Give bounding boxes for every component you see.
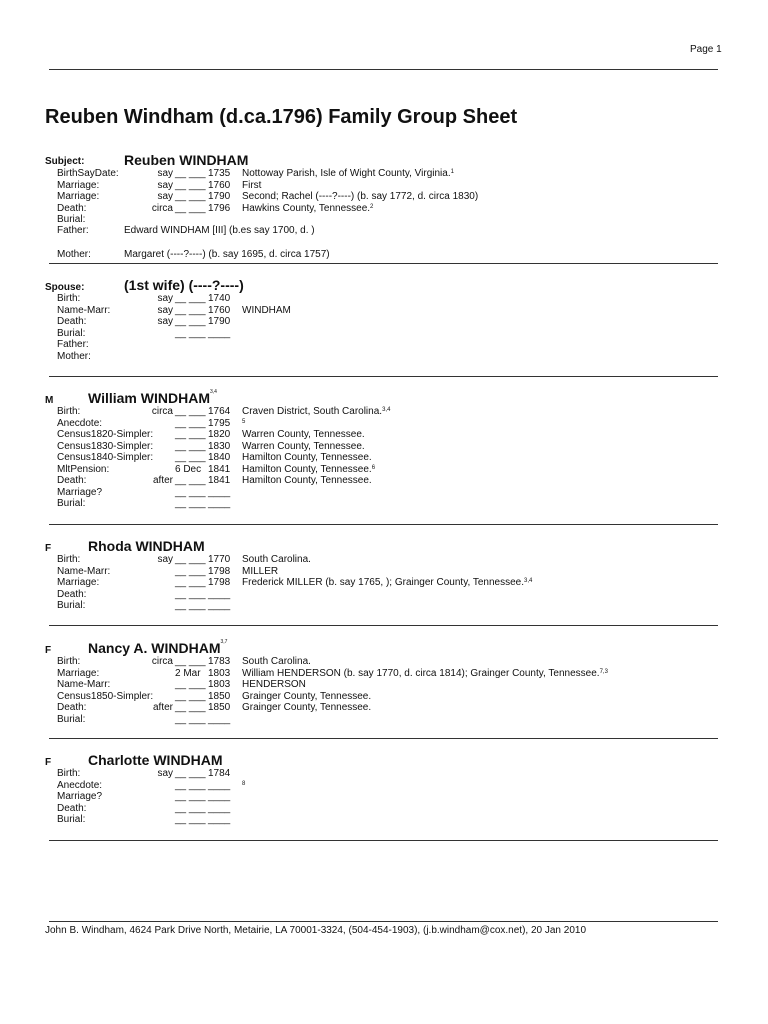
event-day-month: __ ___ (175, 791, 206, 802)
event-label: Marriage: (57, 191, 100, 202)
section-divider (49, 625, 718, 626)
event-label: Death: (57, 475, 87, 486)
event-place (242, 566, 278, 578)
subject-role-label: Subject: (45, 156, 85, 167)
event-label: Name-Marr: (57, 679, 111, 690)
event-label: Burial: (57, 814, 86, 825)
event-label: Census1850-Simpler: (57, 690, 154, 702)
event-label: Burial: (57, 600, 86, 611)
event-row (0, 351, 768, 363)
event-place-text: HENDERSON (242, 679, 306, 690)
event-year: 1830 (208, 440, 231, 452)
event-year: 1735 (208, 168, 231, 179)
event-year: 1841 (208, 463, 231, 475)
event-qualifier: circa (151, 406, 173, 417)
event-qualifier: say (157, 179, 173, 191)
child-name: Nancy A. WINDHAM$^{3,7}$ (88, 639, 228, 656)
event-row (0, 702, 768, 714)
event-place-text: Warren County, Tennessee. (242, 440, 365, 452)
event-year: 1740 (208, 293, 231, 304)
event-footnote: 7,3 (599, 668, 608, 675)
event-qualifier: say (157, 316, 173, 327)
event-day-month: __ ___ (175, 702, 206, 713)
event-year: 1850 (208, 702, 231, 713)
event-year: 1850 (208, 690, 231, 702)
event-year: ____ (208, 791, 231, 802)
event-place (242, 464, 375, 476)
event-label: Burial: (57, 498, 86, 509)
event-label: Name-Marr: (57, 565, 111, 577)
event-place (242, 203, 373, 215)
event-year: 1798 (208, 565, 231, 577)
event-row (0, 191, 768, 203)
section-divider (49, 263, 718, 264)
event-place (242, 441, 365, 453)
event-label: Mother: (57, 350, 91, 362)
event-place-text: Hamilton County, Tennessee. (242, 463, 372, 475)
event-place (242, 429, 365, 441)
event-day-month: __ ___ (175, 417, 206, 429)
event-day-month: __ ___ (175, 565, 206, 577)
event-label: Birth: (57, 656, 81, 667)
event-year: 1790 (208, 316, 231, 327)
event-label: Marriage? (57, 791, 103, 802)
event-day-month: __ ___ (175, 554, 206, 565)
event-label: Burial: (57, 327, 86, 339)
event-label: Census1830-Simpler: (57, 440, 154, 452)
event-place (242, 577, 532, 589)
event-row (0, 691, 768, 703)
event-year: ____ (208, 802, 231, 814)
event-row (0, 406, 768, 418)
event-place (242, 191, 478, 203)
child-name: William WINDHAM$^{3,4}$ (88, 389, 217, 406)
event-year: ____ (208, 779, 231, 791)
event-label: Marriage? (57, 486, 103, 498)
event-row (0, 328, 768, 340)
section-divider (49, 738, 718, 739)
event-place-text: Hawkins County, Tennessee. (242, 202, 371, 214)
subject-name: Reuben WINDHAM (124, 152, 249, 168)
subject-events (0, 168, 768, 226)
event-qualifier: say (157, 191, 173, 202)
event-day-month: __ ___ (175, 293, 206, 304)
section-divider (49, 524, 718, 525)
father-value: Edward WINDHAM [III] (b.es say 1700, d. ) (124, 225, 315, 236)
event-day-month: __ ___ (175, 327, 206, 339)
event-row (0, 214, 768, 226)
event-year: 1803 (208, 679, 231, 690)
event-row (0, 803, 768, 815)
event-day-month: __ ___ (175, 440, 206, 452)
event-place-text: Grainger County, Tennessee. (242, 690, 372, 702)
event-place (242, 168, 454, 180)
event-year: ____ (208, 498, 231, 509)
event-row (0, 714, 768, 726)
event-place (242, 668, 608, 680)
event-row (0, 589, 768, 601)
event-day-month: __ ___ (175, 768, 206, 779)
event-row (0, 475, 768, 487)
event-year: 1790 (208, 191, 231, 202)
event-row (0, 780, 768, 792)
event-row (0, 203, 768, 215)
mother-value: Margaret (----?----) (b. say 1695, d. circa 1757) (124, 248, 330, 260)
event-row (0, 441, 768, 453)
event-footnote: 8 (242, 780, 246, 787)
event-qualifier: after (152, 475, 173, 486)
event-place-text: Frederick MILLER (b. say 1765, ); Grainger County, Tennessee. (242, 577, 524, 588)
event-row (0, 768, 768, 780)
event-label: Marriage: (57, 577, 100, 588)
page-title: Reuben Windham (d.ca.1796) Family Group Sheet (45, 106, 518, 128)
mother-label: Mother: (57, 248, 91, 260)
event-row (0, 293, 768, 305)
child-sex: F (45, 757, 52, 768)
event-place (242, 452, 372, 464)
event-label: Burial: (57, 713, 86, 725)
event-row (0, 418, 768, 430)
event-label: Death: (57, 802, 87, 814)
event-day-month: __ ___ (175, 802, 206, 814)
event-qualifier: say (157, 168, 173, 179)
event-day-month: __ ___ (175, 202, 206, 214)
event-year: 1795 (208, 417, 231, 429)
event-year: ____ (208, 600, 231, 611)
event-day-month: __ ___ (175, 498, 206, 509)
event-year: ____ (208, 713, 231, 725)
event-place (242, 418, 245, 430)
page-number: Page 1 (690, 44, 722, 55)
event-day-month: __ ___ (175, 179, 206, 191)
event-label: Death: (57, 588, 87, 600)
event-place-text: First (242, 179, 262, 191)
event-day-month: __ ___ (175, 588, 206, 600)
event-qualifier: say (157, 304, 173, 316)
event-label: Birth: (57, 554, 81, 565)
event-place (242, 702, 371, 714)
section-divider (49, 840, 718, 841)
child-events (0, 406, 768, 510)
child-sex: F (45, 543, 52, 554)
event-place (242, 780, 245, 792)
event-row (0, 316, 768, 328)
event-day-month: __ ___ (175, 814, 206, 825)
section-divider (49, 376, 718, 377)
header-divider (49, 69, 718, 70)
event-qualifier: say (157, 293, 173, 304)
event-year: 1764 (208, 406, 231, 417)
event-place-text: Warren County, Tennessee. (242, 429, 365, 440)
event-row (0, 339, 768, 351)
event-place-text: Second; Rachel (----?----) (b. say 1772, d. circa 1830) (242, 191, 479, 202)
event-row (0, 554, 768, 566)
event-year: 1760 (208, 304, 231, 316)
child-sex: M (45, 395, 54, 406)
event-place (242, 656, 311, 668)
event-year: ____ (208, 327, 231, 339)
event-place-text: Grainger County, Tennessee. (242, 702, 372, 713)
event-day-month: __ ___ (175, 316, 206, 327)
event-label: Father: (57, 339, 89, 350)
event-day-month: __ ___ (175, 191, 206, 202)
event-row (0, 498, 768, 510)
event-row (0, 452, 768, 464)
event-place-text: South Carolina. (242, 554, 311, 565)
event-label: Birth: (57, 768, 81, 779)
event-place (242, 475, 372, 487)
event-year: 1796 (208, 202, 231, 214)
event-day-month: __ ___ (175, 406, 206, 417)
event-row (0, 679, 768, 691)
event-year: 1783 (208, 656, 231, 667)
event-day-month: __ ___ (175, 679, 206, 690)
event-row (0, 464, 768, 476)
event-place (242, 180, 261, 192)
event-place-text: WINDHAM (242, 304, 291, 316)
event-row (0, 168, 768, 180)
subject-mother-row (0, 249, 768, 261)
event-row (0, 487, 768, 499)
event-place-text: William HENDERSON (b. say 1770, d. circa 1814); Grainger County, Tennessee. (242, 667, 600, 679)
event-footnote: 2 (370, 203, 374, 210)
event-day-month: __ ___ (175, 690, 206, 702)
event-year: ____ (208, 486, 231, 498)
child-name: Charlotte WINDHAM (88, 752, 223, 768)
event-day-month: __ ___ (175, 600, 206, 611)
event-year: 1784 (208, 768, 231, 779)
event-year: 1820 (208, 429, 231, 440)
event-place (242, 305, 291, 317)
event-row (0, 566, 768, 578)
event-day-month: __ ___ (175, 475, 206, 486)
event-footnote: 3,4 (382, 407, 391, 413)
event-year: 1798 (208, 577, 231, 588)
event-footnote: 6 (371, 464, 376, 471)
event-label: Name-Marr: (57, 304, 111, 316)
footer-divider (49, 921, 718, 922)
event-place-text: Craven District, South Carolina. (242, 406, 383, 417)
subject-section (0, 152, 768, 260)
event-row (0, 656, 768, 668)
spouse-name: (1st wife) (----?----) (124, 277, 244, 293)
event-row (0, 305, 768, 317)
spouse-role-label: Spouse: (45, 282, 85, 293)
event-place (242, 691, 371, 703)
event-day-month: 6 Dec (175, 463, 202, 475)
event-row (0, 814, 768, 826)
event-year: 1770 (208, 554, 231, 565)
event-day-month: __ ___ (175, 577, 206, 588)
event-label: Marriage: (57, 179, 100, 191)
event-place-text: Nottoway Parish, Isle of Wight County, Virginia. (242, 168, 451, 179)
subject-father-row (0, 225, 768, 237)
event-day-month: __ ___ (175, 429, 206, 440)
event-label: Census1820-Simpler: (57, 429, 154, 440)
event-row (0, 791, 768, 803)
event-place-text: Hamilton County, Tennessee. (242, 475, 372, 486)
event-year: 1803 (208, 667, 231, 679)
event-label: Death: (57, 316, 87, 327)
event-qualifier: after (152, 702, 173, 713)
event-row (0, 668, 768, 680)
event-place-text: South Carolina. (242, 656, 311, 667)
event-label: Anecdote: (57, 779, 103, 791)
event-row (0, 429, 768, 441)
event-day-month: __ ___ (175, 304, 206, 316)
father-label: Father: (57, 225, 89, 236)
event-place-text: Hamilton County, Tennessee. (242, 452, 372, 463)
event-year: 1841 (208, 475, 231, 486)
event-day-month: 2 Mar (175, 667, 201, 679)
child-events (0, 768, 768, 826)
event-place (242, 554, 311, 566)
spouse-events (0, 293, 768, 362)
event-label: Census1840-Simpler: (57, 452, 154, 463)
child-name: Rhoda WINDHAM (88, 538, 205, 554)
child-sex: F (45, 645, 52, 656)
child-events (0, 656, 768, 725)
event-row (0, 577, 768, 589)
event-footnote: 3,4 (523, 578, 533, 584)
child-events (0, 554, 768, 612)
event-day-month: __ ___ (175, 486, 206, 498)
event-place-text: MILLER (242, 565, 279, 577)
event-day-month: __ ___ (175, 779, 206, 791)
event-year: ____ (208, 588, 231, 600)
event-place (242, 406, 390, 418)
event-row (0, 600, 768, 612)
footer-text: John B. Windham, 4624 Park Drive North, Metairie, LA 70001-3324, (504-454-1903), (j.b.windham@cox.net), 20 Jan 2010 (45, 925, 587, 936)
event-place (242, 679, 306, 691)
event-footnote: 1 (450, 169, 454, 175)
event-qualifier: circa (151, 202, 173, 214)
event-label: Anecdote: (57, 417, 103, 429)
event-label: Death: (57, 202, 87, 214)
event-year: ____ (208, 814, 231, 825)
event-label: Marriage: (57, 667, 100, 679)
event-year: 1840 (208, 452, 231, 463)
event-day-month: __ ___ (175, 452, 206, 463)
event-label: MltPension: (57, 463, 110, 475)
event-qualifier: circa (151, 656, 173, 667)
event-year: 1760 (208, 179, 231, 191)
event-day-month: __ ___ (175, 656, 206, 667)
event-qualifier: say (157, 554, 173, 565)
event-day-month: __ ___ (175, 713, 206, 725)
event-label: Burial: (57, 214, 86, 225)
event-row (0, 180, 768, 192)
event-qualifier: say (157, 768, 173, 779)
event-footnote: 5 (242, 418, 246, 425)
event-day-month: __ ___ (175, 168, 206, 179)
event-label: Birth: (57, 406, 81, 417)
event-label: BirthSayDate: (57, 168, 119, 179)
event-label: Birth: (57, 293, 81, 304)
event-label: Death: (57, 702, 87, 713)
